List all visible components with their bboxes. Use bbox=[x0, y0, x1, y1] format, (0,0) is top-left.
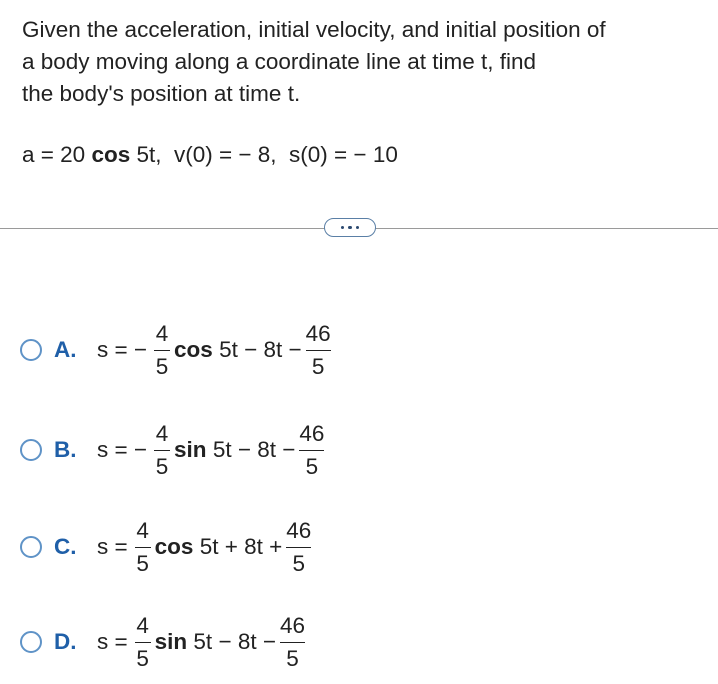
fraction-bar bbox=[135, 547, 151, 548]
fraction-denominator: 5 bbox=[136, 645, 149, 671]
expr-prefix: s = − bbox=[97, 437, 148, 462]
fraction-bar bbox=[154, 450, 170, 451]
fraction-constant bbox=[306, 320, 331, 381]
expr-middle: 5t + 8t + bbox=[193, 534, 283, 559]
option-letter: C. bbox=[54, 534, 77, 559]
option-b[interactable] bbox=[20, 410, 328, 490]
radio-option-a[interactable] bbox=[20, 339, 42, 361]
fraction-bar bbox=[286, 547, 311, 548]
fraction-coefficient bbox=[135, 612, 151, 673]
fraction-numerator: 46 bbox=[280, 612, 306, 638]
fraction-bar bbox=[280, 642, 305, 643]
option-c[interactable] bbox=[20, 507, 315, 587]
option-a[interactable] bbox=[20, 310, 335, 390]
expr-middle: 5t − 8t − bbox=[212, 337, 302, 362]
expr-prefix: s = bbox=[97, 629, 128, 654]
expr-func: sin bbox=[154, 629, 188, 654]
fraction-denominator: 5 bbox=[305, 453, 319, 479]
fraction-constant bbox=[299, 420, 324, 481]
option-expression bbox=[94, 420, 328, 481]
fraction-numerator: 46 bbox=[299, 420, 325, 446]
fraction-denominator: 5 bbox=[155, 353, 169, 379]
option-expression bbox=[94, 517, 315, 578]
fraction-numerator: 4 bbox=[155, 320, 169, 346]
fraction-coefficient bbox=[135, 517, 151, 578]
fraction-numerator: 4 bbox=[136, 612, 149, 638]
radio-option-d[interactable] bbox=[20, 631, 42, 653]
fraction-denominator: 5 bbox=[292, 550, 306, 576]
fraction-numerator: 46 bbox=[286, 517, 312, 543]
fraction-denominator: 5 bbox=[311, 353, 325, 379]
fraction-coefficient bbox=[154, 420, 170, 481]
fraction-bar bbox=[154, 350, 170, 351]
expr-middle: 5t − 8t − bbox=[187, 629, 276, 654]
fraction-coefficient bbox=[154, 320, 170, 381]
given-a-suffix: 5t, v(0) = − 8, s(0) = − 10 bbox=[130, 142, 398, 167]
option-d[interactable] bbox=[20, 602, 309, 682]
fraction-bar bbox=[306, 350, 331, 351]
option-letter: D. bbox=[54, 629, 77, 654]
question-line-2: a body moving along a coordinate line at time t, find bbox=[22, 49, 537, 74]
fraction-constant bbox=[286, 517, 311, 578]
question-text bbox=[22, 14, 712, 110]
option-letter: A. bbox=[54, 337, 77, 362]
option-expression bbox=[94, 612, 309, 673]
radio-option-c[interactable] bbox=[20, 536, 42, 558]
fraction-constant bbox=[280, 612, 305, 673]
fraction-bar bbox=[299, 450, 324, 451]
ellipsis-icon-dot bbox=[356, 226, 360, 230]
expr-prefix: s = − bbox=[97, 337, 148, 362]
fraction-bar bbox=[135, 642, 151, 643]
option-letter: B. bbox=[54, 437, 77, 462]
fraction-numerator: 46 bbox=[305, 320, 331, 346]
ellipsis-icon-dot bbox=[348, 226, 352, 230]
question-line-3: the body's position at time t. bbox=[22, 81, 301, 106]
radio-option-b[interactable] bbox=[20, 439, 42, 461]
fraction-denominator: 5 bbox=[155, 453, 169, 479]
more-options-button[interactable] bbox=[324, 218, 376, 237]
expr-prefix: s = bbox=[97, 534, 128, 559]
fraction-denominator: 5 bbox=[136, 550, 149, 576]
ellipsis-icon bbox=[341, 226, 345, 230]
expr-func: sin bbox=[174, 437, 207, 462]
question-line-1: Given the acceleration, initial velocity, and initial position of bbox=[22, 17, 606, 42]
expr-middle: 5t − 8t − bbox=[206, 437, 296, 462]
fraction-denominator: 5 bbox=[286, 645, 299, 671]
given-a-prefix: a = 20 bbox=[22, 142, 92, 167]
expr-func: cos bbox=[154, 534, 194, 559]
option-expression bbox=[94, 320, 335, 381]
fraction-numerator: 4 bbox=[136, 517, 149, 543]
given-conditions bbox=[22, 140, 398, 170]
given-a-func: cos bbox=[91, 142, 131, 167]
expr-func: cos bbox=[174, 337, 213, 362]
fraction-numerator: 4 bbox=[155, 420, 169, 446]
